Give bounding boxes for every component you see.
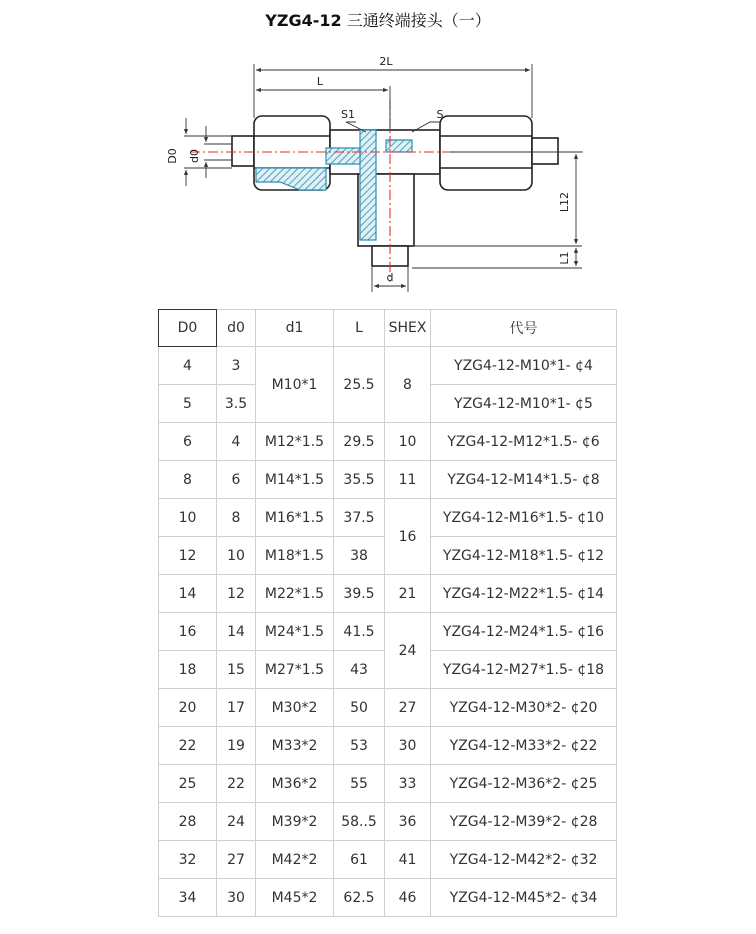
label-s1: S1	[341, 108, 355, 121]
cell-shex: 8	[385, 347, 431, 423]
cell-d0-lower: 10	[217, 537, 256, 575]
cell-d0-lower: 22	[217, 765, 256, 803]
cell-code: YZG4-12-M12*1.5- ¢6	[431, 423, 617, 461]
cell-code: YZG4-12-M39*2- ¢28	[431, 803, 617, 841]
cell-d0-upper: 16	[159, 613, 217, 651]
table-row	[159, 841, 617, 879]
cell-d0-upper: 25	[159, 765, 217, 803]
cell-d1: M42*2	[256, 841, 334, 879]
cell-d1: M12*1.5	[256, 423, 334, 461]
cell-d0-lower: 14	[217, 613, 256, 651]
cell-d0-lower: 4	[217, 423, 256, 461]
table-row	[159, 879, 617, 917]
cell-code: YZG4-12-M14*1.5- ¢8	[431, 461, 617, 499]
cell-shex: 41	[385, 841, 431, 879]
spec-table	[158, 309, 617, 917]
cell-d0-lower: 30	[217, 879, 256, 917]
label-d: d	[386, 271, 394, 284]
cell-d0-upper: 14	[159, 575, 217, 613]
cell-d1: M30*2	[256, 689, 334, 727]
cell-code: YZG4-12-M10*1- ¢5	[431, 385, 617, 423]
cell-d0-lower: 24	[217, 803, 256, 841]
cell-l: 53	[334, 727, 385, 765]
cell-code: YZG4-12-M36*2- ¢25	[431, 765, 617, 803]
cell-code: YZG4-12-M10*1- ¢4	[431, 347, 617, 385]
header-d1: d1	[256, 310, 334, 347]
label-s: S	[436, 108, 444, 121]
cell-shex: 46	[385, 879, 431, 917]
cell-d1: M14*1.5	[256, 461, 334, 499]
cell-d0-upper: 12	[159, 537, 217, 575]
cell-l: 62.5	[334, 879, 385, 917]
cell-shex: 21	[385, 575, 431, 613]
cell-shex: 11	[385, 461, 431, 499]
cell-l: 61	[334, 841, 385, 879]
label-l1: L1	[558, 251, 571, 265]
cell-l: 41.5	[334, 613, 385, 651]
cell-d1: M33*2	[256, 727, 334, 765]
cell-code: YZG4-12-M42*2- ¢32	[431, 841, 617, 879]
cell-d1: M24*1.5	[256, 613, 334, 651]
cell-d0-upper: 5	[159, 385, 217, 423]
cell-code: YZG4-12-M30*2- ¢20	[431, 689, 617, 727]
cell-d0-upper: 28	[159, 803, 217, 841]
cell-d0-lower: 8	[217, 499, 256, 537]
cell-d0-lower: 27	[217, 841, 256, 879]
cell-l: 43	[334, 651, 385, 689]
cell-shex: 36	[385, 803, 431, 841]
table-row	[159, 461, 617, 499]
cell-d0-lower: 15	[217, 651, 256, 689]
header-shex: SHEX	[385, 310, 431, 347]
cell-d1: M39*2	[256, 803, 334, 841]
title-name: 三通终端接头（一）	[346, 11, 491, 30]
table-row	[159, 803, 617, 841]
cell-code: YZG4-12-M18*1.5- ¢12	[431, 537, 617, 575]
cell-code: YZG4-12-M27*1.5- ¢18	[431, 651, 617, 689]
cell-d0-upper: 32	[159, 841, 217, 879]
header-d0-upper: D0	[159, 310, 217, 347]
cell-d0-upper: 6	[159, 423, 217, 461]
cell-shex: 33	[385, 765, 431, 803]
cell-code: YZG4-12-M33*2- ¢22	[431, 727, 617, 765]
cell-l: 35.5	[334, 461, 385, 499]
cell-l: 39.5	[334, 575, 385, 613]
table-header-row	[159, 310, 617, 347]
cell-d0-upper: 18	[159, 651, 217, 689]
table-row	[159, 347, 617, 385]
cell-d0-upper: 4	[159, 347, 217, 385]
cell-code: YZG4-12-M24*1.5- ¢16	[431, 613, 617, 651]
cell-d0-lower: 3	[217, 347, 256, 385]
cell-d1: M27*1.5	[256, 651, 334, 689]
cell-d0-lower: 6	[217, 461, 256, 499]
cell-d0-upper: 22	[159, 727, 217, 765]
cell-shex: 24	[385, 613, 431, 689]
title-code: YZG4-12	[265, 11, 342, 30]
cell-d1: M22*1.5	[256, 575, 334, 613]
header-l: L	[334, 310, 385, 347]
cell-d0-upper: 20	[159, 689, 217, 727]
cell-l: 38	[334, 537, 385, 575]
cell-d0-upper: 10	[159, 499, 217, 537]
cell-shex: 10	[385, 423, 431, 461]
table-row	[159, 765, 617, 803]
cell-d1: M45*2	[256, 879, 334, 917]
label-d0-upper: D0	[166, 148, 179, 164]
cell-l: 37.5	[334, 499, 385, 537]
fitting-body	[232, 116, 558, 266]
label-d0-lower: d0	[188, 149, 201, 163]
label-l12: L12	[558, 191, 571, 213]
cell-l: 29.5	[334, 423, 385, 461]
cell-d0-upper: 8	[159, 461, 217, 499]
cell-d1: M36*2	[256, 765, 334, 803]
cell-shex: 16	[385, 499, 431, 575]
cell-l: 25.5	[334, 347, 385, 423]
cell-code: YZG4-12-M45*2- ¢34	[431, 879, 617, 917]
cell-code: YZG4-12-M22*1.5- ¢14	[431, 575, 617, 613]
cell-l: 50	[334, 689, 385, 727]
page-title	[0, 8, 756, 31]
table-row	[159, 499, 617, 537]
cell-code: YZG4-12-M16*1.5- ¢10	[431, 499, 617, 537]
cell-shex: 27	[385, 689, 431, 727]
table-row	[159, 423, 617, 461]
table-row	[159, 613, 617, 651]
cell-d1: M16*1.5	[256, 499, 334, 537]
cell-l: 58..5	[334, 803, 385, 841]
cell-d0-upper: 34	[159, 879, 217, 917]
table-row	[159, 575, 617, 613]
cell-d0-lower: 19	[217, 727, 256, 765]
cell-shex: 30	[385, 727, 431, 765]
cell-d1: M10*1	[256, 347, 334, 423]
header-d0-lower: d0	[217, 310, 256, 347]
table-row	[159, 727, 617, 765]
label-2l: 2L	[379, 55, 393, 68]
header-code: 代号	[431, 310, 617, 347]
fitting-drawing	[150, 40, 610, 298]
cell-l: 55	[334, 765, 385, 803]
cell-d0-lower: 17	[217, 689, 256, 727]
cell-d0-lower: 3.5	[217, 385, 256, 423]
cell-d0-lower: 12	[217, 575, 256, 613]
label-l: L	[316, 75, 324, 88]
table-row	[159, 689, 617, 727]
cell-d1: M18*1.5	[256, 537, 334, 575]
